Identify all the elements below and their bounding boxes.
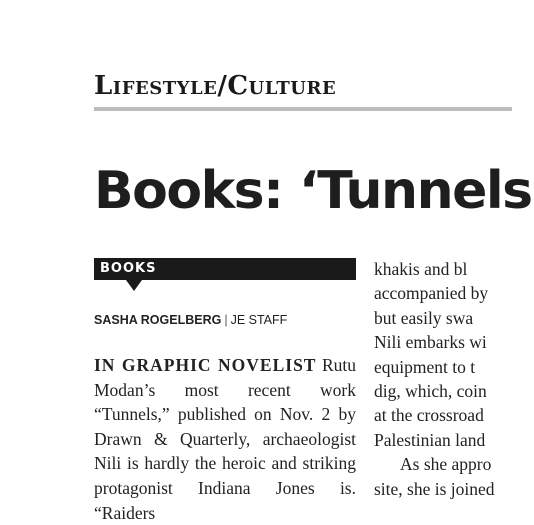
category-tag <box>94 258 356 280</box>
section-title-text: Lifestyle/Culture <box>94 71 337 101</box>
body-line: khakis and bl <box>374 259 468 279</box>
lead-in: IN GRAPHIC NOVELIST <box>94 355 317 375</box>
body-line: at the crossroad <box>374 405 484 426</box>
byline-separator: | <box>224 313 228 327</box>
author-name: SASHA ROGELBERG <box>94 313 222 327</box>
body-line: but easily swa <box>374 307 474 328</box>
body-line: site, she is joined <box>374 478 495 499</box>
body-line: Nili embarks wi <box>374 332 487 353</box>
tag-pointer-icon <box>126 280 142 291</box>
body-line: As she appro <box>400 454 492 475</box>
category-tag-label: BOOKS <box>100 261 157 276</box>
body-text-left: Rutu Modan’s most recent work “Tunnels,” published on Nov. 2 by Drawn & Quarterly, archaeologist Nili is hardly the heroic and striking protagonist Indiana Jones is. “Raiders <box>94 355 356 523</box>
body-line: Palestinian land <box>374 429 486 450</box>
author-affiliation: JE STAFF <box>230 313 288 327</box>
body-column-left <box>94 353 356 525</box>
body-line: equipment to t <box>374 356 476 377</box>
article-headline: Books: ‘Tunnels <box>94 161 532 221</box>
section-title <box>94 66 512 106</box>
byline <box>94 310 287 330</box>
body-column-right <box>374 257 534 501</box>
body-line: dig, which, coin <box>374 381 487 402</box>
body-line: accompanied by <box>374 283 489 304</box>
section-divider <box>94 107 512 111</box>
